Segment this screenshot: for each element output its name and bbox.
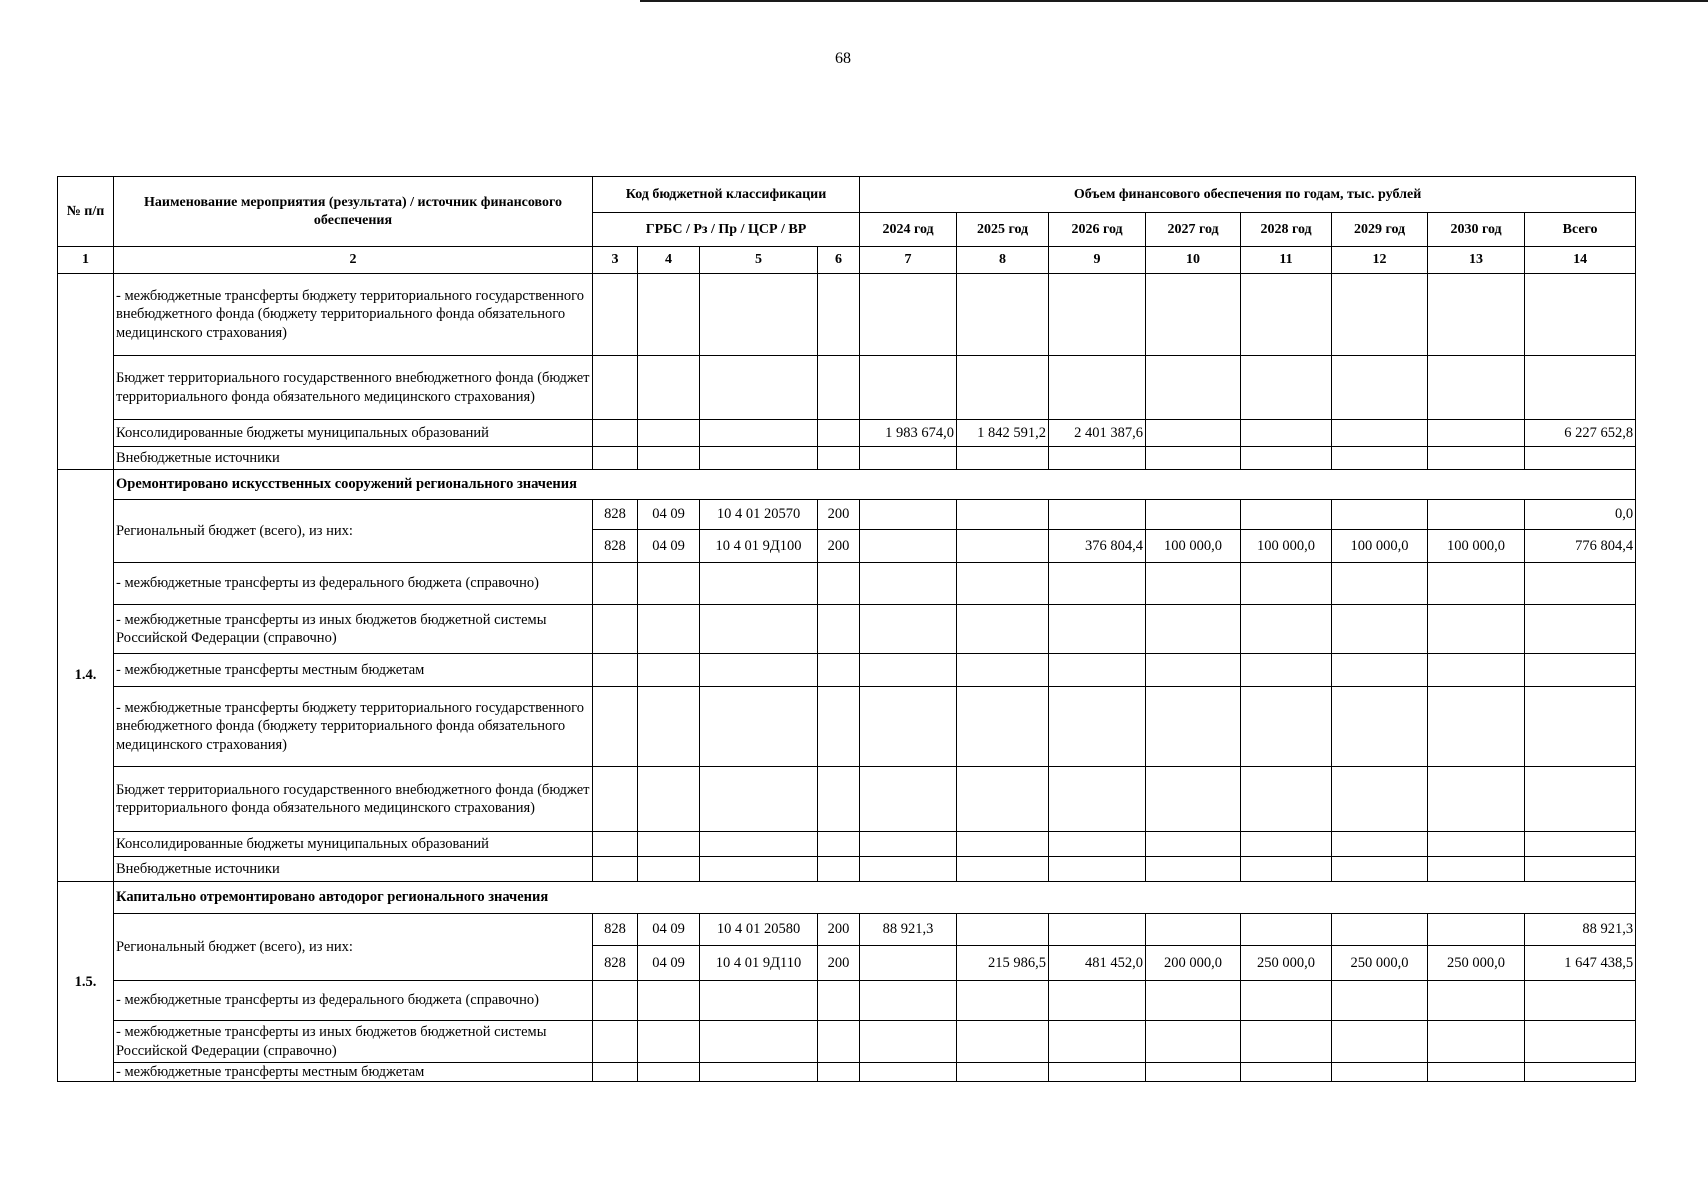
- value-cell: 0,0: [1525, 500, 1636, 530]
- header-year: 2028 год: [1241, 213, 1332, 247]
- row-label: - межбюджетные трансферты местным бюджетам: [114, 1063, 593, 1082]
- row-label: - межбюджетные трансферты из федерального бюджета (справочно): [114, 981, 593, 1021]
- index-cell: 12: [1332, 247, 1428, 274]
- csr-cell: 10 4 01 20570: [700, 500, 818, 530]
- header-year: 2025 год: [957, 213, 1049, 247]
- value-cell: 88 921,3: [1525, 914, 1636, 946]
- index-cell: 8: [957, 247, 1049, 274]
- row-label: Бюджет территориального государственного внебюджетного фонда (бюджет территориального фонда обязательного медицинского страхования): [114, 767, 593, 832]
- page-number: 68: [835, 50, 851, 67]
- index-cell: 7: [860, 247, 957, 274]
- section-title-row: [58, 470, 1636, 500]
- index-cell: 3: [593, 247, 638, 274]
- table-row: [58, 274, 1636, 356]
- table-row: [58, 605, 1636, 654]
- grbs-cell: 828: [593, 500, 638, 530]
- header-year: 2024 год: [860, 213, 957, 247]
- scan-edge-line: [640, 0, 1708, 2]
- row-label: - межбюджетные трансферты бюджету территориального государственного внебюджетного фонда (бюджету территориального фонда обязательного медицинского страхования): [114, 687, 593, 767]
- value-cell: 100 000,0: [1146, 530, 1241, 563]
- value-cell: 215 986,5: [957, 946, 1049, 981]
- section-number: 1.5.: [58, 882, 114, 1082]
- rz-cell: 04 09: [638, 946, 700, 981]
- table-row: [58, 563, 1636, 605]
- index-cell: 5: [700, 247, 818, 274]
- row-label: Консолидированные бюджеты муниципальных образований: [114, 420, 593, 447]
- index-cell: 11: [1241, 247, 1332, 274]
- header-code-sub: ГРБС / Рз / Пр / ЦСР / ВР: [593, 213, 860, 247]
- index-cell: 14: [1525, 247, 1636, 274]
- index-cell: 9: [1049, 247, 1146, 274]
- value-cell: 250 000,0: [1241, 946, 1332, 981]
- header-total: Всего: [1525, 213, 1636, 247]
- index-cell: 13: [1428, 247, 1525, 274]
- index-cell: 2: [114, 247, 593, 274]
- grbs-cell: 828: [593, 530, 638, 563]
- table-row: [58, 857, 1636, 882]
- table-row: [58, 500, 1636, 530]
- value-cell: 200 000,0: [1146, 946, 1241, 981]
- value-cell: 776 804,4: [1525, 530, 1636, 563]
- table-row: [58, 767, 1636, 832]
- value-cell: 6 227 652,8: [1525, 420, 1636, 447]
- row-label: - межбюджетные трансферты местным бюджетам: [114, 654, 593, 687]
- header-name: Наименование мероприятия (результата) / источник финансового обеспечения: [114, 177, 593, 247]
- table-row: [58, 654, 1636, 687]
- num-cell-empty: [58, 274, 114, 470]
- row-label: Бюджет территориального государственного внебюджетного фонда (бюджет территориального фонда обязательного медицинского страхования): [114, 356, 593, 420]
- section-title-row: [58, 882, 1636, 914]
- table-row: [58, 832, 1636, 857]
- table-row: [58, 914, 1636, 946]
- table-row: [58, 1063, 1636, 1082]
- value-cell: 1 983 674,0: [860, 420, 957, 447]
- header-row-1: [58, 177, 1636, 213]
- value-cell: 1 647 438,5: [1525, 946, 1636, 981]
- row-label: Региональный бюджет (всего), из них:: [114, 914, 593, 981]
- header-volume: Объем финансового обеспечения по годам, тыс. рублей: [860, 177, 1636, 213]
- row-label: - межбюджетные трансферты из иных бюджетов бюджетной системы Российской Федерации (справочно): [114, 605, 593, 654]
- value-cell: 376 804,4: [1049, 530, 1146, 563]
- rz-cell: 04 09: [638, 530, 700, 563]
- header-year: 2027 год: [1146, 213, 1241, 247]
- grbs-cell: 828: [593, 914, 638, 946]
- vr-cell: 200: [818, 500, 860, 530]
- section-title: Оремонтировано искусственных сооружений регионального значения: [114, 470, 1636, 500]
- value-cell: 100 000,0: [1332, 530, 1428, 563]
- row-label: - межбюджетные трансферты из иных бюджетов бюджетной системы Российской Федерации (справочно): [114, 1021, 593, 1063]
- csr-cell: 10 4 01 20580: [700, 914, 818, 946]
- header-year: 2026 год: [1049, 213, 1146, 247]
- value-cell: 2 401 387,6: [1049, 420, 1146, 447]
- vr-cell: 200: [818, 946, 860, 981]
- table-row: [58, 687, 1636, 767]
- row-label: Консолидированные бюджеты муниципальных образований: [114, 832, 593, 857]
- index-cell: 6: [818, 247, 860, 274]
- csr-cell: 10 4 01 9Д110: [700, 946, 818, 981]
- vr-cell: 200: [818, 530, 860, 563]
- value-cell: 100 000,0: [1241, 530, 1332, 563]
- header-year: 2029 год: [1332, 213, 1428, 247]
- table-row: [58, 447, 1636, 470]
- header-num: № п/п: [58, 177, 114, 247]
- value-cell: 100 000,0: [1428, 530, 1525, 563]
- vr-cell: 200: [818, 914, 860, 946]
- value-cell: 250 000,0: [1332, 946, 1428, 981]
- section-number: 1.4.: [58, 470, 114, 882]
- value-cell: 250 000,0: [1428, 946, 1525, 981]
- row-label: - межбюджетные трансферты бюджету территориального государственного внебюджетного фонда (бюджету территориального фонда обязательного медицинского страхования): [114, 274, 593, 356]
- index-cell: 10: [1146, 247, 1241, 274]
- table-row: [58, 1021, 1636, 1063]
- header-code: Код бюджетной классификации: [593, 177, 860, 213]
- rz-cell: 04 09: [638, 914, 700, 946]
- index-cell: 4: [638, 247, 700, 274]
- header-year: 2030 год: [1428, 213, 1525, 247]
- value-cell: 1 842 591,2: [957, 420, 1049, 447]
- table-row: [58, 356, 1636, 420]
- index-cell: 1: [58, 247, 114, 274]
- rz-cell: 04 09: [638, 500, 700, 530]
- table-row: [58, 420, 1636, 447]
- value-cell: 481 452,0: [1049, 946, 1146, 981]
- table-row: [58, 981, 1636, 1021]
- section-title: Капитально отремонтировано автодорог регионального значения: [114, 882, 1636, 914]
- row-label: - межбюджетные трансферты из федерального бюджета (справочно): [114, 563, 593, 605]
- row-label: Внебюджетные источники: [114, 857, 593, 882]
- row-label: Региональный бюджет (всего), из них:: [114, 500, 593, 563]
- index-row: [58, 247, 1636, 274]
- grbs-cell: 828: [593, 946, 638, 981]
- csr-cell: 10 4 01 9Д100: [700, 530, 818, 563]
- row-label: Внебюджетные источники: [114, 447, 593, 470]
- value-cell: 88 921,3: [860, 914, 957, 946]
- financing-table: [57, 176, 1636, 1082]
